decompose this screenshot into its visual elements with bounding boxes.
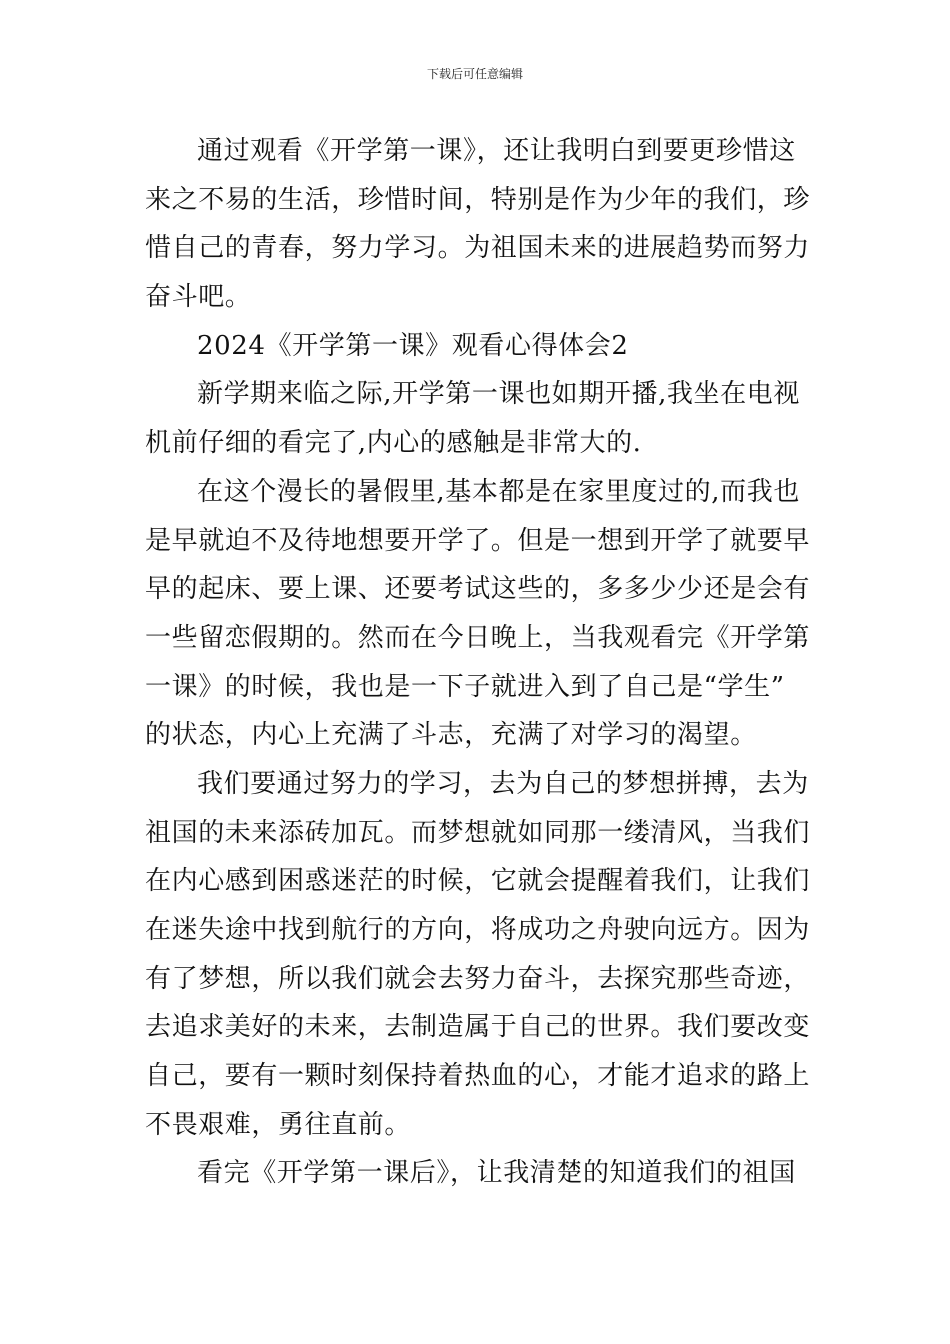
body-line: 机前仔细的看完了,内心的感触是非常大的. [145,428,642,459]
body-line: 在内心感到困惑迷茫的时候，它就会提醒着我们，让我们 [145,866,811,897]
body-line: 祖国的未来添砖加瓦。而梦想就如同那一缕清风，当我们 [145,817,811,848]
document-body [145,127,809,1198]
body-line: 早的起床、要上课、还要考试这些的，多多少少还是会有 [145,574,811,605]
body-line: 惜自己的青春，努力学习。为祖国未来的进展趋势而努力 [145,233,811,264]
body-line: 奋斗吧。 [145,282,252,313]
body-line: 新学期来临之际,开学第一课也如期开播,我坐在电视 [197,379,800,410]
body-line: 一课》的时候，我也是一下子就进入到了自己是“学生” [145,671,785,702]
body-line: 一些留恋假期的。然而在今日晚上，当我观看完《开学第 [145,622,811,653]
section-heading: 2024《开学第一课》观看心得体会2 [197,330,629,361]
body-line: 是早就迫不及待地想要开学了。但是一想到开学了就要早 [145,525,811,556]
page-header-note: 下载后可任意编辑 [426,67,523,81]
body-line: 不畏艰难，勇往直前。 [145,1109,412,1140]
body-line: 在这个漫长的暑假里,基本都是在家里度过的,而我也 [197,476,800,507]
body-line: 看完《开学第一课后》，让我清楚的知道我们的祖国 [197,1158,796,1189]
body-line: 自己，要有一颗时刻保持着热血的心，才能才追求的路上 [145,1061,811,1092]
body-line: 在迷失途中找到航行的方向，将成功之舟驶向远方。因为 [145,915,811,945]
body-line: 通过观看《开学第一课》，还让我明白到要更珍惜这 [197,136,796,166]
body-line: 去追求美好的未来，去制造属于自己的世界。我们要改变 [145,1012,811,1043]
body-line: 来之不易的生活，珍惜时间，特别是作为少年的我们，珍 [145,184,811,215]
body-line: 我们要通过努力的学习，去为自己的梦想拼搏，去为 [197,768,809,799]
body-line: 的状态，内心上充满了斗志，充满了对学习的渴望。 [145,720,757,751]
body-line: 有了梦想，所以我们就会去努力奋斗，去探究那些奇迹， [145,963,811,994]
